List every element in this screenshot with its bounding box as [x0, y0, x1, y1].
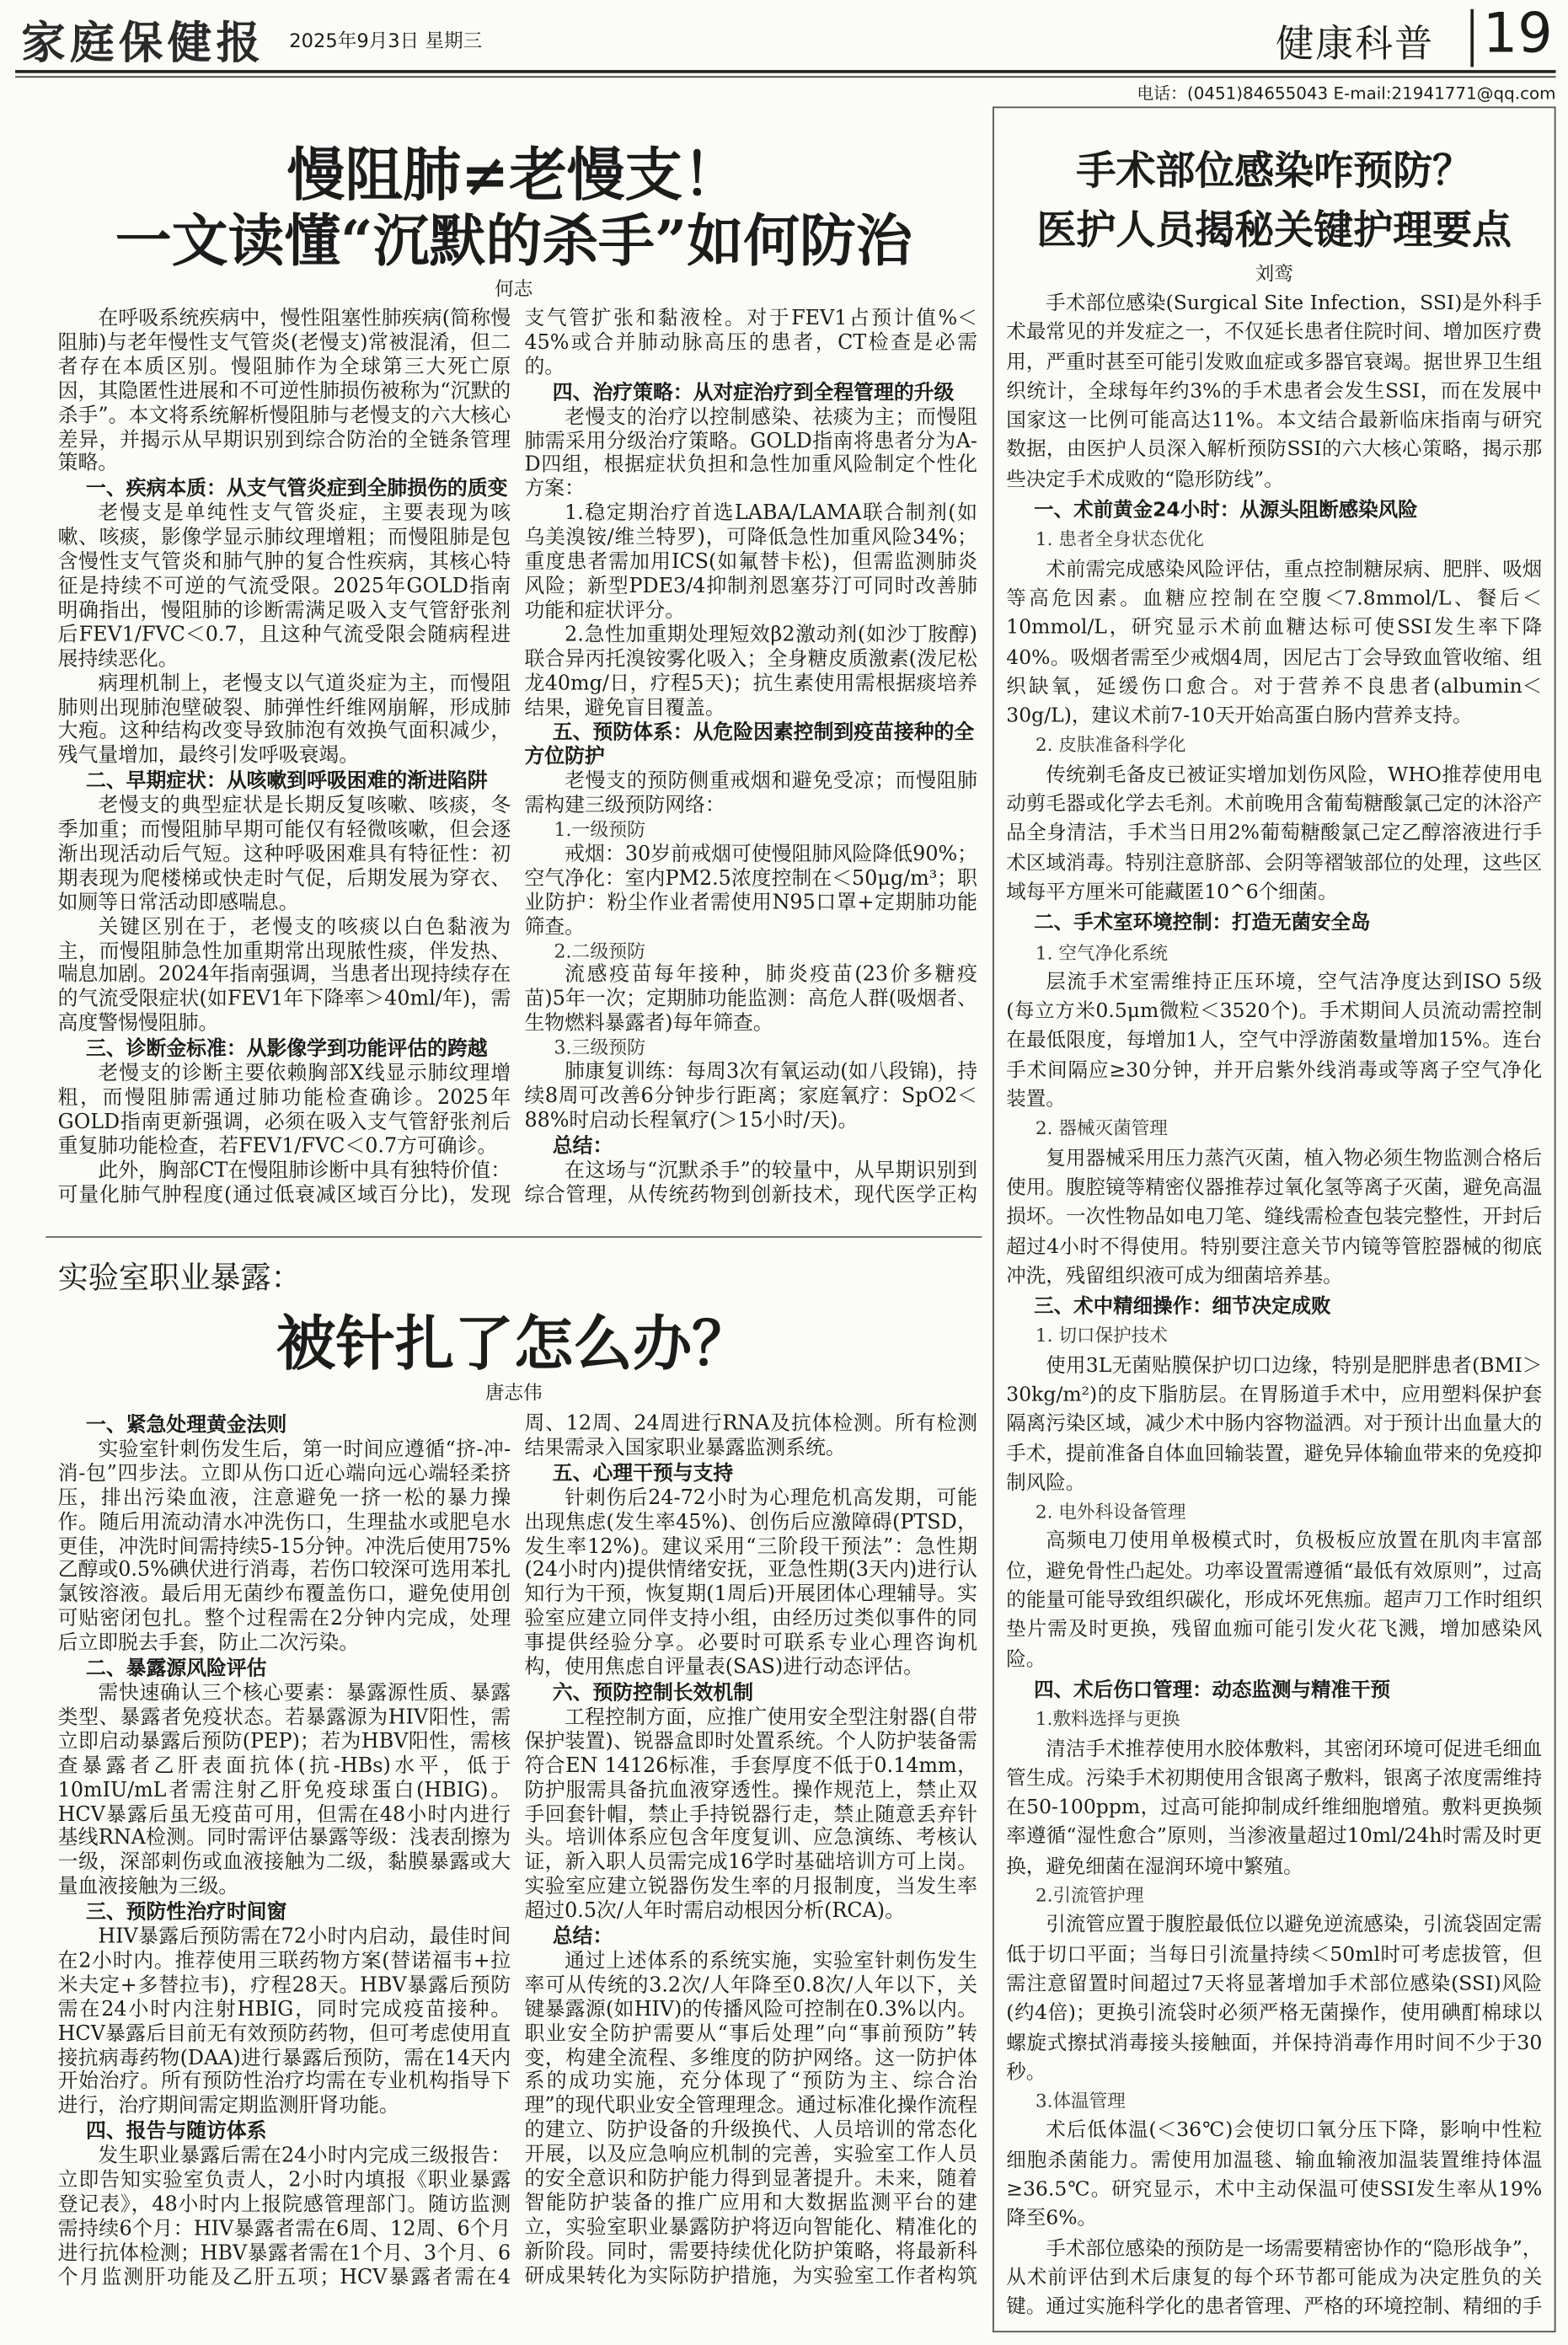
section-heading: 六、预防控制长效机制: [552, 1682, 754, 1705]
paragraph: 2.急性加重期处理短效β2激动剂(如沙丁胺醇)联合异丙托溴铵雾化吸入；全身糖皮质激素(泼尼松龙40mg/日，疗程5天)；抗生素使用需根据痰培养结果，避免盲目覆盖。: [524, 624, 977, 720]
paragraph: 流感疫苗每年接种，肺炎疫苗(23价多糖疫苗)5年一次；定期肺功能监测：高危人群(吸烟者、生物燃料暴露者)每年筛查。: [524, 964, 977, 1036]
issue-date: 2025年9月3日 星期三: [289, 29, 483, 52]
paragraph: 术前需完成感染风险评估，重点控制糖尿病、肥胖、吸烟等高危因素。血糖应控制在空腹＜7.8mmol/L、餐后＜10mmol/L，研究显示术前血糖达标可使SSI发生率下降40%。吸烟者需至少戒烟4周，因尼古丁会导致血管收缩、组织缺氧，延缓伤口愈合。对于营养不良患者(albumin＜30g/L)，建议术前7-10天开始高蛋白肠内营养支持。: [1006, 558, 1543, 728]
article-needlestick-title: 被针扎了怎么办？: [276, 1309, 752, 1379]
paragraph: 手术部位感染(Surgical Site Infection，SSI)是外科手术最常见的并发症之一，不仅延长患者住院时间、增加医疗费用，严重时甚至可能引发败血症或多器官衰竭。据世界卫生组织统计，全球每年约3%的手术患者会发生SSI，而在发展中国家这一比例可能高达11%。本文结合最新临床指南与研究数据，由医护人员深入解析预防SSI的六大核心策略，揭示那些决定手术成败的“隐形防线”。: [1006, 292, 1543, 492]
section-heading: 四、报告与随访体系: [86, 2121, 267, 2144]
paragraph: 通过上述体系的系统实施，实验室针刺伤发生率可从传统的3.2次/人年降至0.8次/人年以下，关键暴露源(如HIV)的传播风险可控制在0.3%以内。职业安全防护需要从“事后处理”向“事前预防”转变，构建全流程、多维度的防护网络。这一防护体系的成功实施，充分体现了“预防为主、综合治理”的现代职业安全管理理念。通过标准化操作流程的建立、防护设备的升级换代、人员培训的常态化开展，以及应急响应机制的完善，实验室工作人员的安全意识和防护能力得到显著提升。未来，随着智能防护装备的推广应用和大数据监测平台的建立，实验室职业暴露防护将迈向智能化、精准化的新阶段。同时，需要持续优化防护策略，将最新科研成果转化为实际防护措施，为实验室工作者构筑: [524, 1950, 977, 2289]
section-heading: 三、诊断金标准：从影像学到功能评估的跨越: [86, 1038, 488, 1062]
paragraph: 传统剃毛备皮已被证实增加划伤风险，WHO推荐使用电动剪毛器或化学去毛剂。术前晚用含葡萄糖酸氯己定的沐浴产品全身清洁，手术当日用2%葡萄糖酸氯己定乙醇溶液进行手术区域消毒。特别注意脐部、会阴等褶皱部位的处理，这些区域每平方厘米可能藏匿10^6个细菌。: [1006, 763, 1543, 905]
section-heading: 三、预防性治疗时间窗: [86, 1901, 287, 1925]
paragraph: 清洁手术推荐使用水胶体敷料，其密闭环境可促进毛细血管生成。污染手术初期使用含银离子敷料，银离子浓度需维持在50-100ppm，过高可能抑制成纤维细胞增殖。敷料更换频率遵循“湿性愈合”原则，当渗液量超过10ml/24h时需及时更换，避免细菌在湿润环境中繁殖。: [1006, 1737, 1543, 1879]
section-name: 健康科普: [1276, 21, 1435, 66]
sub-heading: 1. 切口保护技术: [1035, 1325, 1168, 1347]
section-heading: 总结：: [552, 1135, 613, 1159]
paragraph: 针刺伤后24-72小时为心理危机高发期，可能出现焦虑(发生率45%)、创伤后应激障碍(PTSD，发生率12%)。建议采用“三阶段干预法”：急性期(24小时内)提供情绪安抚，亚急性期(3天内)进行认知行为干预，恢复期(1周后)开展团体心理辅导。实验室应建立同伴支持小组，由经历过类似事件的同事提供经验分享。必要时可联系专业心理咨询机构，使用焦虑自评量表(SAS)进行动态评估。: [524, 1486, 977, 1680]
sub-heading: 1.一级预防: [554, 819, 646, 841]
masthead: 家庭保健报: [21, 16, 265, 69]
paragraph: 在这场与“沉默杀手”的较量中，从早期识别到综合管理，从传统药物到创新技术，现代医学正构: [524, 1159, 977, 1207]
article-needlestick-body: [58, 1413, 977, 2336]
paragraph: 1.稳定期治疗首选LABA/LAMA联合制剂(如乌美溴铵/维兰特罗)，可降低急性加重风险34%；重度患者需加用ICS(如氟替卡松)，但需监测肺炎风险；新型PDE3/4抑制剂恩塞芬汀可同时改善肺功能和症状评分。: [524, 502, 977, 623]
article-copd-title-line2: 一文读懂“沉默的杀手”如何防治: [115, 206, 912, 275]
sub-heading: 2. 皮肤准备科学化: [1035, 734, 1186, 756]
paragraph: 发生职业暴露后需在24小时内完成三级报告：立即告知实验室负责人，2小时内填报《职业暴露登记表》，48小时内上报院感管理部门。随访监测需持续6个月：HIV暴露者需在6周、12周、6个月进行抗体检测；HBV暴露者需在1个月、3个月、6个月监测肝功能及乙肝五项；HCV暴露者需在4周、12周、24周进行RNA及抗体检测。所有检测结果需录入国家职业暴露监测系统。: [57, 1412, 977, 2289]
paragraph: 老慢支的诊断主要依赖胸部X线显示肺纹理增粗，而慢阻肺需通过肺功能检查确诊。2025年GOLD指南更新强调，必须在吸入支气管舒张剂后重复肺功能检查，若FEV1/FVC＜0.7方可确诊。: [57, 1063, 511, 1159]
paragraph: 使用3L无菌贴膜保护切口边缘，特别是肥胖患者(BMI＞30kg/m²)的皮下脂肪层。在胃肠道手术中，应用塑料保护套隔离污染区域，减少术中肠内容物溢洒。对于预计出血量大的手术，提前准备自体血回输装置，避免异体输血带来的免疫抑制风险。: [1006, 1354, 1543, 1496]
section-heading: 二、暴露源风险评估: [86, 1657, 267, 1681]
sub-heading: 3.三级预防: [554, 1036, 646, 1059]
paragraph: 老慢支的典型症状是长期反复咳嗽、咳痰，冬季加重；而慢阻肺早期可能仅有轻微咳嗽，但会逐渐出现活动后气短。这种呼吸困难具有特征性：初期表现为爬楼梯或快走时气促，后期发展为穿衣、如厕等日常活动即感喘息。: [57, 795, 511, 915]
paragraph: 老慢支是单纯性支气管炎症，主要表现为咳嗽、咳痰，影像学显示肺纹理增粗；而慢阻肺是包含慢性支气管炎和肺气肿的复合性疾病，其核心特征是持续不可逆的气流受限。2025年GOLD指南明确指出，慢阻肺的诊断需满足吸入支气管舒张剂后FEV1/FVC＜0.7，且这种气流受限会随病程进展持续恶化。: [57, 502, 511, 672]
section-heading: 一、紧急处理黄金法则: [86, 1414, 287, 1438]
contact-line: 电话：(0451)84655043 E-mail:21941771@qq.com: [1137, 83, 1556, 104]
paragraph: 高频电刀使用单极模式时，负极板应放置在肌肉丰富部位，避免骨性凸起处。功率设置需遵循“最低有效原则”，过高的能量可能导致组织碳化，形成坏死焦痂。超声刀工作时组织垫片需及时更换，残留血痂可能引发火花飞溅，增加感染风险。: [1006, 1530, 1543, 1672]
paragraph: 需快速确认三个核心要素：暴露源性质、暴露类型、暴露者免疫状态。若暴露源为HIV阳性，需立即启动暴露后预防(PEP)；若为HBV阳性，需核查暴露者乙肝表面抗体(抗-HBs)水平，低于10mIU/mL者需注射乙肝免疫球蛋白(HBIG)。HCV暴露后虽无疫苗可用，但需在48小时内进行基线RNA检测。同时需评估暴露等级：浅表刮擦为一级，深部刺伤或血液接触为二级，黏膜暴露或大量血液接触为三级。: [57, 1682, 511, 1899]
header-rule-thin: [15, 76, 1555, 78]
paragraph: 复用器械采用压力蒸汽灭菌，植入物必须生物监测合格后使用。腹腔镜等精密仪器推荐过氧化氢等离子灭菌，避免高温损坏。一次性物品如电刀笔、缝线需检查包装完整性，开封后超过4小时不得使用。特别要注意关节内镜等管腔器械的彻底冲洗，残留组织液可成为细菌培养基。: [1006, 1147, 1543, 1288]
article-needlestick-author: 唐志伟: [484, 1380, 543, 1404]
paragraph: 在呼吸系统疾病中，慢性阻塞性肺疾病(简称慢阻肺)与老年慢性支气管炎(老慢支)常被混淆，但二者存在本质区别。慢阻肺作为全球第三大死亡原因，其隐匿性进展和不可逆性肺损伤被称为“沉默的杀手”。本文将系统解析慢阻肺与老慢支的六大核心差异，并揭示从早期识别到综合防治的全链条管理策略。: [57, 307, 511, 476]
section-heading: 三、术中精细操作：细节决定成败: [1034, 1295, 1331, 1319]
article-needlestick-kicker: 实验室职业暴露：: [57, 1259, 302, 1296]
section-heading: 一、术前黄金24小时：从源头阻断感染风险: [1034, 499, 1418, 522]
section-heading: 二、手术室环境控制：打造无菌安全岛: [1034, 912, 1371, 935]
paragraph: 肺康复训练：每周3次有氧运动(如八段锦)，持续8周可改善6分钟步行距离；家庭氧疗：SpO2＜88%时启动长程氧疗(＞15小时/天)。: [524, 1061, 977, 1133]
article-copd-title-line1: 慢阻肺≠老慢支！: [286, 140, 741, 209]
paragraph: HIV暴露后预防需在72小时内启动，最佳时间在2小时内。推荐使用三联药物方案(替诺福韦+拉米夫定+多替拉韦)，疗程28天。HBV暴露后预防需在24小时内注射HBIG，同时完成疫苗接种。HCV暴露后目前无有效预防药物，但可考虑使用直接抗病毒药物(DAA)进行暴露后预防，需在14天内开始治疗。所有预防性治疗均需在专业机构指导下进行，治疗期间需定期监测肝肾功能。: [57, 1925, 511, 2118]
article-ssi-body: [1006, 289, 1542, 2323]
paragraph: 引流管应置于腹腔最低位以避免逆流感染，引流袋固定需低于切口平面；当每日引流量持续＜50ml时可考虑拔管，但需注意留置时间超过7天将显著增加手术部位感染(SSI)风险(约4倍)；更换引流袋时必须严格无菌操作，使用碘酊棉球以螺旋式擦拭消毒接头接触面，并保持消毒作用时间不少于30秒。: [1006, 1914, 1543, 2085]
section-heading: 五、心理干预与支持: [552, 1462, 734, 1486]
article-copd-author: 何志: [495, 276, 533, 300]
section-heading: 一、疾病本质：从支气管炎症到全肺损伤的质变: [86, 478, 508, 502]
sub-heading: 3.体温管理: [1035, 2090, 1126, 2112]
section-heading: 总结：: [552, 1925, 613, 1949]
section-heading: 二、早期症状：从咳嗽到呼吸困难的渐进陷阱: [86, 770, 488, 794]
page-number: 19: [1482, 3, 1553, 66]
sub-heading: 1. 空气净化系统: [1035, 941, 1168, 963]
sub-heading: 2.二级预防: [554, 940, 646, 962]
article-copd-body: [58, 308, 977, 1227]
paragraph: 关键区别在于，老慢支的咳痰以白色黏液为主，而慢阻肺急性加重期常出现脓性痰，伴发热、喘息加剧。2024年指南强调，当患者出现持续存在的气流受限症状(如FEV1年下降率＞40ml/年)，需高度警惕慢阻肺。: [57, 916, 511, 1036]
section-heading: 五、预防体系：从危险因素控制到疫苗接种的全方位防护: [524, 722, 975, 769]
paragraph: 病理机制上，老慢支以气道炎症为主，而慢阻肺则出现肺泡壁破裂、肺弹性纤维网崩解，形成肺大疱。这种结构改变导致肺泡有效换气面积减少，残气量增加，最终引发呼吸衰竭。: [57, 672, 511, 768]
paragraph: 老慢支的预防侧重戒烟和避免受凉；而慢阻肺需构建三级预防网络：: [524, 770, 977, 818]
paragraph: 戒烟：30岁前戒烟可使慢阻肺风险降低90%；空气净化：室内PM2.5浓度控制在＜50μg/m³；职业防护：粉尘作业者需使用N95口罩+定期肺功能筛查。: [524, 843, 977, 940]
paragraph: 实验室针刺伤发生后，第一时间应遵循“挤-冲-消-包”四步法。立即从伤口近心端向远心端轻柔挤压，排出污染血液，注意避免一挤一松的暴力操作。随后用流动清水冲洗伤口，生理盐水或肥皂水更佳，冲洗时间需持续5-15分钟。冲洗后使用75%乙醇或0.5%碘伏进行消毒，若伤口较深可选用苯扎氯铵溶液。最后用无菌纱布覆盖伤口，避免使用创可贴密闭包扎。整个过程需在2分钟内完成，处理后立即脱去手套，防止二次污染。: [57, 1438, 511, 1656]
article-ssi-title-line1: 手术部位感染咋预防？: [1076, 149, 1473, 195]
article-ssi-title-line2: 医护人员揭秘关键护理要点: [1036, 208, 1512, 254]
paragraph: 老慢支的治疗以控制感染、祛痰为主；而慢阻肺需采用分级治疗策略。GOLD指南将患者分为A-D四组，根据症状负担和急性加重风险制定个性化方案：: [524, 405, 977, 502]
sub-heading: 1.敷料选择与更换: [1035, 1708, 1180, 1730]
article-ssi-author: 刘鸾: [1255, 261, 1293, 285]
sub-heading: 2.引流管护理: [1035, 1884, 1144, 1907]
header-rule: [15, 70, 1555, 73]
header-divider: [1470, 9, 1474, 67]
sub-heading: 2. 器械灭菌管理: [1035, 1117, 1168, 1140]
sub-heading: 1. 患者全身状态优化: [1035, 528, 1205, 550]
paragraph: 手术部位感染的预防是一场需要精密协作的“隐形战争”，从术前评估到术后康复的每个环节都可能成为决定胜负的关键。通过实施科学化的患者管理、严格的环境控制、精细的手: [1006, 2237, 1543, 2320]
sub-heading: 2. 电外科设备管理: [1035, 1501, 1186, 1523]
article-divider: [45, 1236, 982, 1238]
paragraph: 工程控制方面，应推广使用安全型注射器(自带保护装置)、锐器盒即时处置系统。个人防护装备需符合EN 14126标准，手套厚度不低于0.14mm，防护服需具备抗血液穿透性。操作规范上，禁止双手回套针帽，禁止手持锐器行走，禁止随意丢弃针头。培训体系应包含年度复训、应急演练、考核认证，新入职人员需完成16学时基础培训方可上岗。实验室应建立锐器伤发生率的月报制度，当发生率超过0.5次/人年时需启动根因分析(RCA)。: [524, 1706, 977, 1924]
paragraph: 层流手术室需维持正压环境，空气洁净度达到ISO 5级(每立方米0.5μm微粒＜3520个)。手术期间人员流动需控制在最低限度，每增加1人，空气中浮游菌数量增加15%。连台手术间隔应≥30分钟，并开启紫外线消毒或等离子空气净化装置。: [1006, 971, 1543, 1111]
paragraph: 术后低体温(＜36℃)会使切口氧分压下降，影响中性粒细胞杀菌能力。需使用加温毯、输血输液加温装置维持体温≥36.5℃。研究显示，术中主动保温可使SSI发生率从19%降至6%。: [1006, 2119, 1543, 2231]
section-heading: 四、术后伤口管理：动态监测与精准干预: [1034, 1678, 1390, 1702]
section-heading: 四、治疗策略：从对症治疗到全程管理的升级: [552, 381, 955, 405]
paragraph: 此外，胸部CT在慢阻肺诊断中具有独特价值：可量化肺气肿程度(通过低衰减区域百分比)，发现支气管扩张和黏液栓。对于FEV1占预计值%＜45%或合并肺动脉高压的患者，CT检查是必需的。: [57, 307, 977, 1207]
